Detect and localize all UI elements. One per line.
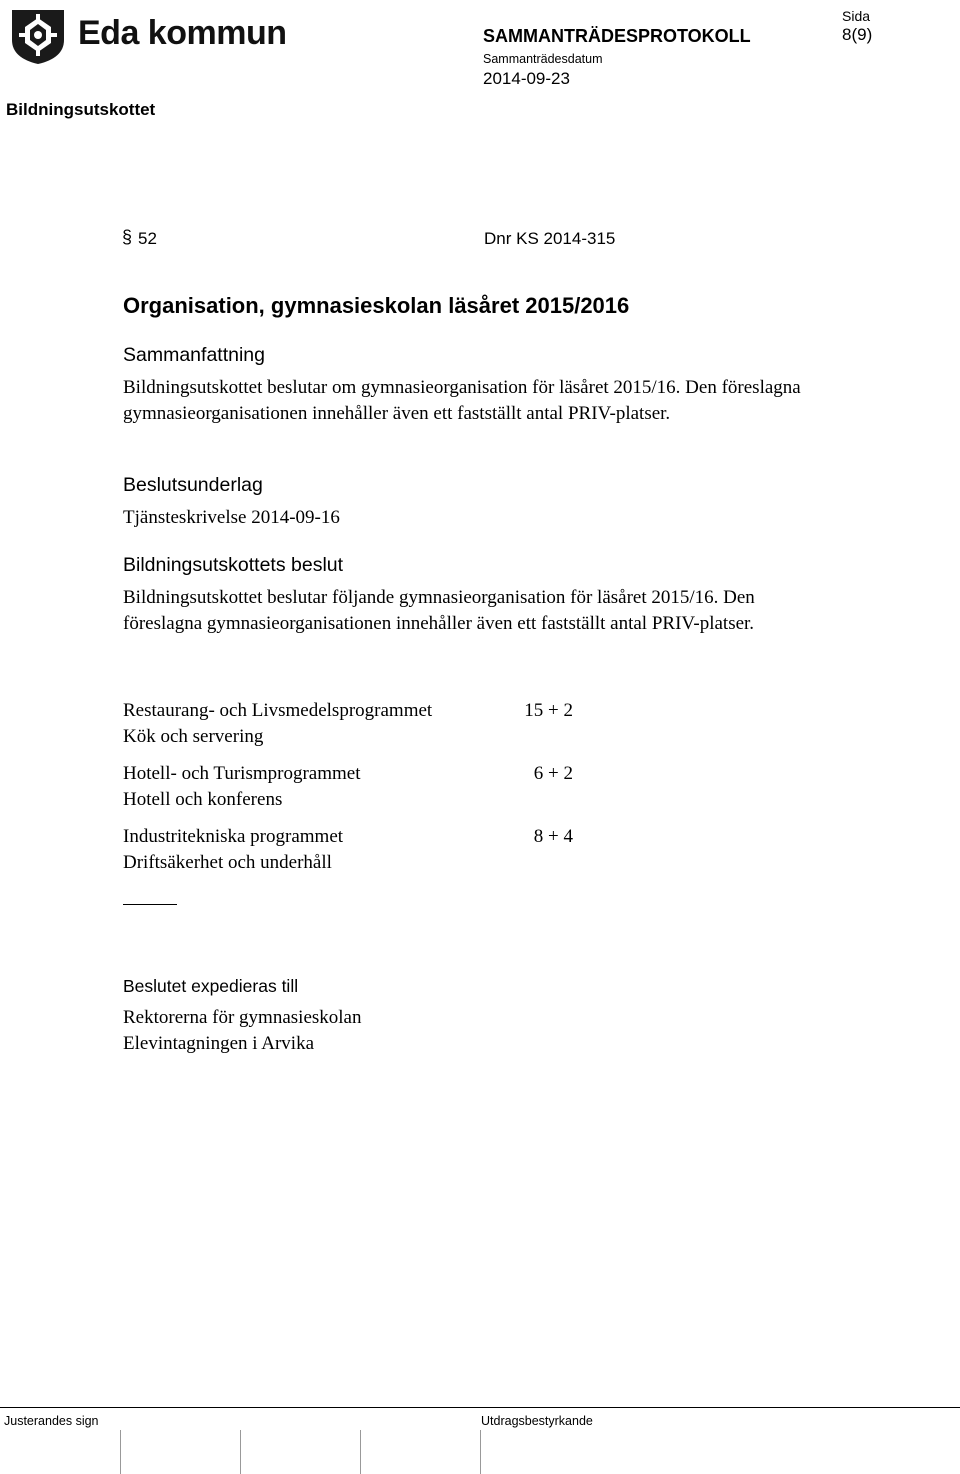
- signature-box-divider: [480, 1430, 481, 1474]
- program-orientation: Driftsäkerhet och underhåll: [123, 852, 332, 873]
- program-places: 6 + 2: [533, 763, 573, 784]
- paragraph-number: 52: [138, 229, 157, 248]
- summary-text: Bildningsutskottet beslutar om gymnasieorganisation för läsåret 2015/16. Den föreslagna gymnasieorganisationen innehåller även ett fastställt antal PRIV-platser.: [123, 377, 801, 424]
- signature-box-divider: [120, 1430, 121, 1474]
- summary-heading: Sammanfattning: [123, 344, 265, 366]
- program-places: 8 + 4: [533, 826, 573, 847]
- meeting-date-value: 2014-09-23: [483, 69, 570, 88]
- recipient-item: Rektorerna för gymnasieskolan: [123, 1007, 362, 1028]
- decision-heading: Bildningsutskottets beslut: [123, 554, 344, 576]
- recipient-list: [123, 1005, 361, 1057]
- program-name: Industritekniska programmet: [123, 826, 344, 847]
- footer-divider: [0, 1407, 960, 1408]
- recipient-item: Elevintagningen i Arvika: [123, 1033, 315, 1054]
- department-name: Bildningsutskottet: [6, 100, 156, 119]
- signature-box-divider: [360, 1430, 361, 1474]
- program-name: Hotell- och Turismprogrammet: [123, 763, 361, 784]
- program-orientation: Hotell och konferens: [123, 789, 283, 810]
- registration-number: Dnr KS 2014-315: [484, 229, 616, 248]
- org-logo-text: Eda kommun: [78, 14, 287, 52]
- decision-text: Bildningsutskottet beslutar följande gymnasieorganisation för läsåret 2015/16. Den föreslagna gymnasieorganisationen innehåller även ett fastställt antal PRIV-platser.: [123, 587, 755, 634]
- basis-text: Tjänsteskrivelse 2014-09-16: [123, 507, 340, 528]
- adjuster-sign-label: Justerandes sign: [4, 1414, 99, 1428]
- section-sign: §: [122, 227, 133, 247]
- page-label: Sida: [842, 8, 871, 24]
- municipal-crest-icon: [8, 6, 68, 66]
- page-title: Organisation, gymnasieskolan läsåret 2015/2016: [123, 293, 630, 318]
- program-item: [123, 824, 583, 876]
- program-item: [123, 761, 583, 813]
- meeting-date-label: Sammanträdesdatum: [483, 52, 603, 66]
- program-orientation: Kök och servering: [123, 726, 264, 747]
- program-list: [123, 698, 583, 887]
- program-places: 15 + 2: [524, 700, 573, 721]
- basis-heading: Beslutsunderlag: [123, 474, 263, 496]
- signature-box-divider: [240, 1430, 241, 1474]
- divider: [123, 904, 177, 905]
- program-item: [123, 698, 583, 750]
- extract-certification-label: Utdragsbestyrkande: [481, 1414, 593, 1428]
- program-name: Restaurang- och Livsmedelsprogrammet: [123, 700, 433, 721]
- page-number: 8(9): [842, 25, 873, 44]
- expedite-heading: Beslutet expedieras till: [123, 976, 299, 996]
- document-type: SAMMANTRÄDESPROTOKOLL: [483, 26, 751, 46]
